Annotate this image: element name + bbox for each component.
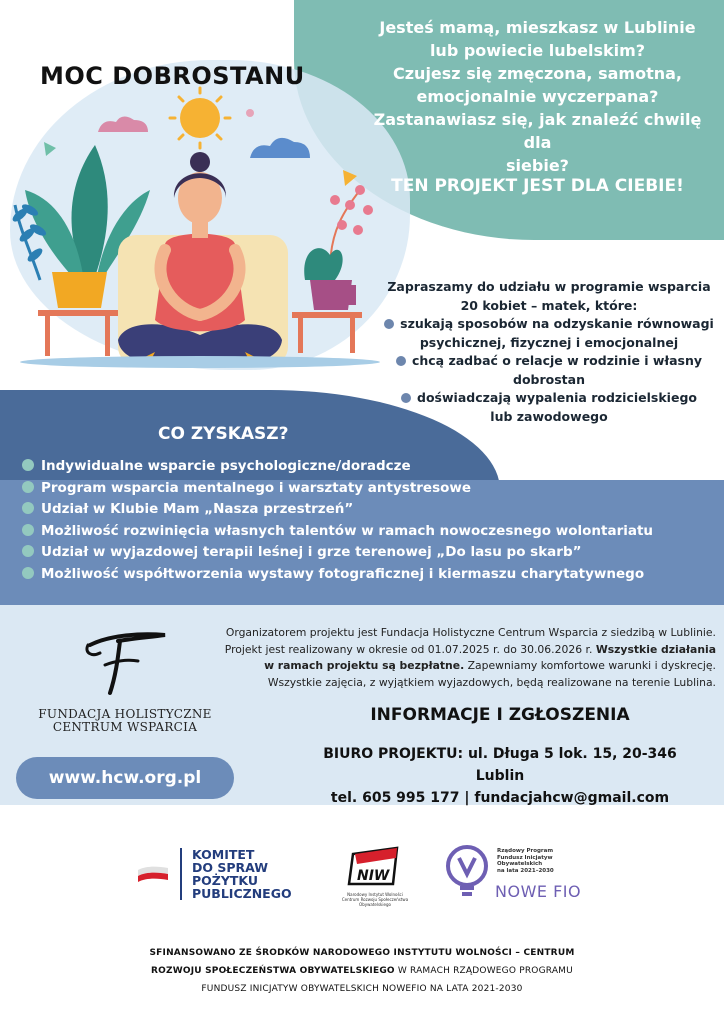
info-section: [0, 605, 724, 805]
footer-line: FUNDUSZ INICJATYW OBYWATELSKICH NOWEFIO NA LATA 2021-2030: [201, 984, 523, 994]
cloud-blue-icon: [250, 138, 310, 158]
fio-name: NOWE FIO: [495, 882, 582, 901]
item-text: Udział w wyjazdowej terapii leśnej i grze terenowej „Do lasu po skarb”: [41, 544, 582, 560]
website-link[interactable]: www.hcw.org.pl: [16, 757, 234, 799]
item-text: Możliwość rozwinięcia własnych talentów w ramach nowoczesnego wolontariatu: [41, 522, 654, 539]
list-item: [22, 480, 653, 502]
committee-line: DO SPRAW: [192, 860, 269, 875]
item-text: szukają sposobów na odzyskanie równowagi: [400, 316, 714, 331]
invite-intro: Zapraszamy do udziału w programie wsparcia: [387, 279, 711, 294]
organizer-line: Organizatorem projektu jest Fundacja Holistyczne Centrum Wsparcia z siedzibą w Lublinie.: [225, 626, 716, 639]
fio-program-text: [497, 848, 597, 874]
mug-icon: [330, 285, 356, 305]
cloud-pink-icon: [98, 116, 148, 132]
right-plant: [292, 185, 373, 353]
bold-span: Wszystkie działania: [595, 642, 716, 656]
list-item: [384, 315, 714, 352]
list-item: [22, 458, 653, 480]
benefits-list: [22, 458, 653, 587]
bullet-icon: [22, 502, 34, 514]
organizer-line: [196, 642, 716, 659]
headline: TEN PROJEKT JEST DLA CIEBIE!: [391, 176, 684, 196]
bold-span: ROZWOJU SPOŁECZEŃSTWA OBYWATELSKIEGO: [151, 966, 395, 976]
foundation-name: [30, 708, 220, 734]
foundation-name-line: FUNDACJA HOLISTYCZNE: [38, 707, 212, 721]
committee-line: POŻYTKU: [192, 873, 259, 888]
niw-subtitle: Narodowy Instytut Wolności: [347, 892, 403, 897]
foundation-logo-icon: [80, 627, 175, 697]
benefits-title: CO ZYSKASZ?: [158, 424, 289, 444]
triangle-yellow: [343, 170, 357, 186]
yellow-pot: [52, 272, 107, 308]
question-line: Jesteś mamą, mieszkasz w Lublinie: [379, 18, 696, 37]
organizer-text: [196, 625, 716, 691]
office-address: BIURO PROJEKTU: ul. Długa 5 lok. 15, 20-346 Lublin: [323, 746, 677, 784]
bold-span: SFINANSOWANO ZE ŚRODKÓW NARODOWEGO INSTYTUTU WOLNOŚCI – CENTRUM: [149, 948, 575, 958]
niw-mark-icon: [345, 844, 405, 888]
invite-intro: 20 kobiet – matek, które:: [460, 297, 638, 313]
bullet-icon: [396, 356, 406, 366]
fio-logo: [445, 844, 582, 906]
bullet-icon: [384, 319, 394, 329]
text-span: W RAMACH RZĄDOWEGO PROGRAMU: [394, 966, 573, 976]
question-line: emocjonalnie wyczerpana?: [416, 87, 659, 106]
item-text: chcą zadbać o relacje w rodzinie i własny: [411, 353, 703, 368]
question-line: Czujesz się zmęczona, samotna,: [393, 64, 682, 83]
contact-title: INFORMACJE I ZGŁOSZENIA: [370, 705, 630, 725]
sponsor-logos: [0, 820, 724, 930]
niw-subtitle: Centrum Rozwoju Społeczeństwa Obywatelskiego: [341, 897, 409, 907]
polish-flag-icon: [136, 864, 170, 882]
question-line: lub powiecie lubelskim?: [429, 41, 646, 60]
fio-line: Rządowy Program: [497, 848, 554, 854]
item-text: Program wsparcia mentalnego i warsztaty antystresowe: [41, 479, 472, 496]
item-text: Indywidualne wsparcie psychologiczne/doradcze: [41, 458, 411, 474]
meditation-illustration: [0, 80, 400, 380]
niw-logo: [330, 844, 420, 907]
item-text: doświadczają wypalenia rodzicielskiego: [417, 390, 697, 405]
bold-span: w ramach projektu są bezpłatne.: [264, 659, 465, 672]
lightbulb-icon: [445, 844, 489, 902]
footer-line: [40, 944, 684, 962]
triangle-teal: [44, 142, 56, 156]
list-item: [22, 566, 653, 588]
list-item: [22, 523, 653, 545]
footer-line: [40, 962, 684, 980]
committee-logo: [180, 848, 292, 900]
foundation-name-line: CENTRUM WSPARCIA: [52, 720, 198, 734]
bullet-icon: [22, 567, 34, 579]
fio-line: na lata 2021–2030: [497, 867, 554, 874]
contact-details: [300, 743, 700, 809]
item-text: psychicznej, fizycznej i emocjonalnej: [419, 334, 679, 350]
list-item: [22, 544, 653, 566]
item-text: Możliwość współtworzenia wystawy fotograficznej i kiermaszu charytatywnego: [41, 565, 645, 582]
text-span: Projekt jest realizowany w okresie od 01.07.2025 r. do 30.06.2026 r.: [224, 642, 593, 656]
organizer-line: [196, 658, 716, 675]
bullet-icon: [22, 481, 34, 493]
item-text: Udział w Klubie Mam „Nasza przestrzeń”: [41, 501, 354, 517]
page-title: MOC DOBROSTANU: [40, 62, 305, 90]
bullet-icon: [22, 459, 34, 471]
dot-pink: [246, 109, 254, 117]
list-item: [22, 501, 653, 523]
fio-line: Obywatelskich: [497, 861, 543, 867]
text-span: Zapewniamy komfortowe warunki i dyskrecję.: [467, 659, 716, 672]
list-item: [384, 352, 714, 389]
question-line: Zastanawiasz się, jak znaleźć chwilę dla: [373, 110, 702, 152]
sun-icon: [170, 88, 230, 148]
item-text: dobrostan: [513, 371, 585, 387]
bullet-icon: [22, 524, 34, 536]
niw-text: NIW: [357, 868, 390, 884]
floor-shadow: [20, 356, 380, 368]
question-line: siebie?: [506, 156, 569, 175]
benefits-section: [0, 390, 724, 620]
organizer-line: Wszystkie zajęcia, z wyjątkiem wyjazdowych, będą realizowane na terenie Lublina.: [267, 675, 716, 689]
target-question: [360, 16, 715, 177]
item-text: lub zawodowego: [490, 408, 608, 424]
hero-section: [0, 0, 724, 440]
committee-line: PUBLICZNEGO: [192, 886, 292, 901]
fio-line: Fundusz Inicjatyw: [497, 854, 553, 861]
funding-note: [40, 944, 684, 998]
committee-line: KOMITET: [192, 847, 255, 862]
bullet-icon: [22, 545, 34, 557]
phone-email[interactable]: tel. 605 995 177 | fundacjahcw@gmail.com: [330, 790, 670, 806]
